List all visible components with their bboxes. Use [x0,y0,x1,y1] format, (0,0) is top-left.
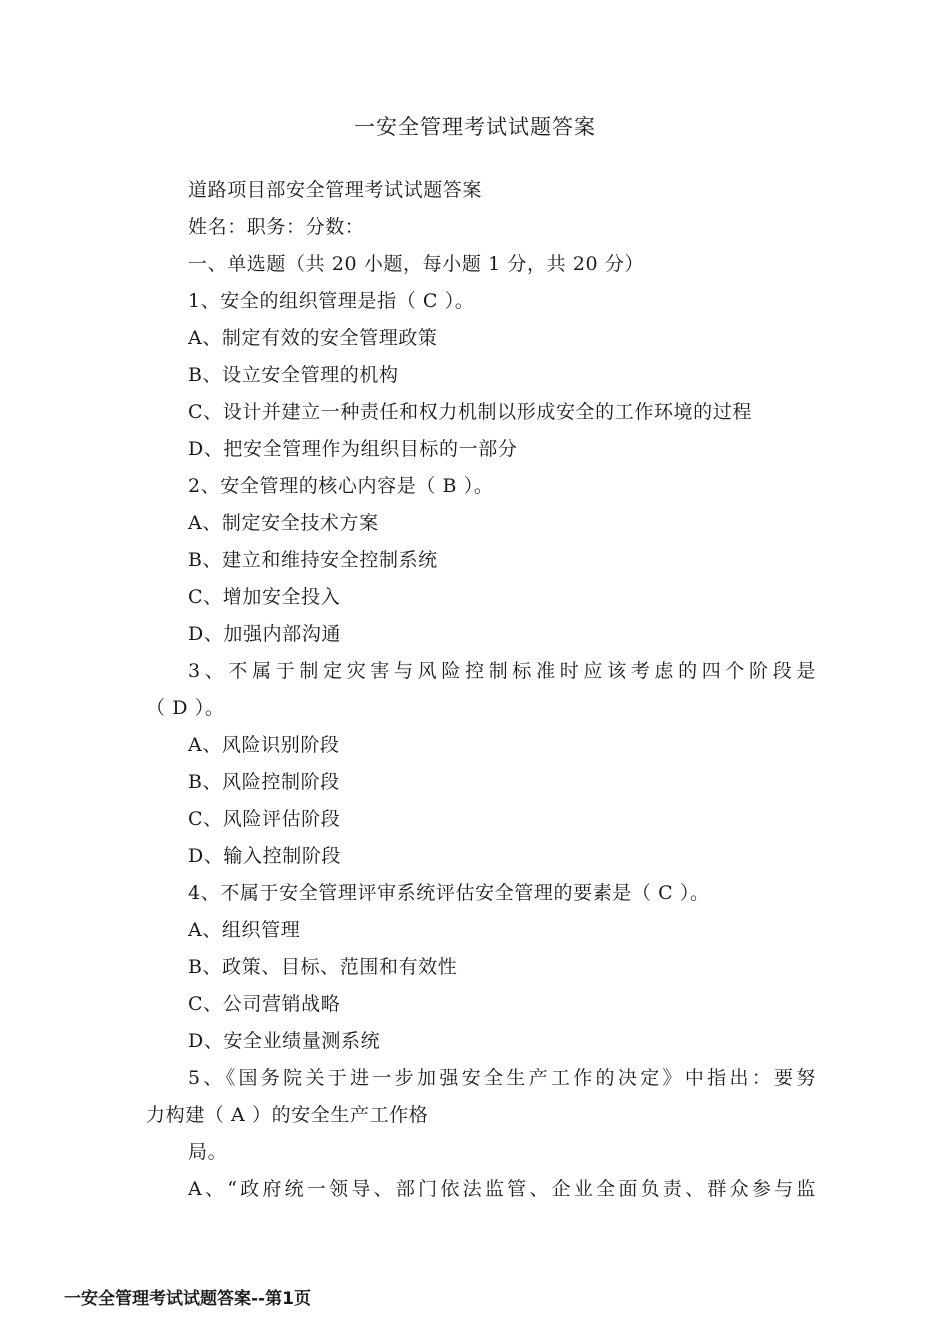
q3-option-c: C、风险评估阶段 [188,808,341,830]
q3-option-a: A、风险识别阶段 [188,734,340,756]
document-title: 一安全管理考试试题答案 [354,115,596,139]
q3-option-d: D、输入控制阶段 [188,845,342,867]
q1-option-b: B、设立安全管理的机构 [188,364,399,386]
question-1: 1、安全的组织管理是指（ C ）。 [188,290,475,312]
q5-option-a: A、“政府统一领导、部门依法监管、企业全面负责、群众参与监 [188,1178,816,1200]
q1-option-c: C、设计并建立一种责任和权力机制以形成安全的工作环境的过程 [188,401,752,423]
q1-option-a: A、制定有效的安全管理政策 [188,327,438,349]
q1-option-d: D、把安全管理作为组织目标的一部分 [188,438,518,460]
page-footer: 一安全管理考试试题答案--第1页 [64,1289,311,1309]
question-4: 4、不属于安全管理评审系统评估安全管理的要素是（ C ）。 [188,882,710,904]
question-5-continued-2: 局。 [188,1141,228,1163]
name-position-score-line: 姓名：职务：分数： [188,216,365,238]
q4-option-a: A、组织管理 [188,919,301,941]
question-3: 3、不属于制定灾害与风险控制标准时应该考虑的四个阶段是 [188,660,816,682]
question-5: 5、《国务院关于进一步加强安全生产工作的决定》中指出：要努 [188,1067,816,1089]
document-body [146,172,816,1208]
q2-option-d: D、加强内部沟通 [188,623,342,645]
question-5-continued: 力构建（ A ）的安全生产工作格 [146,1104,429,1126]
q2-option-b: B、建立和维持安全控制系统 [188,549,438,571]
q2-option-a: A、制定安全技术方案 [188,512,379,534]
q3-option-b: B、风险控制阶段 [188,771,340,793]
question-3-continued: （ D ）。 [146,697,225,719]
q4-option-c: C、公司营销战略 [188,993,341,1015]
question-2: 2、安全管理的核心内容是（ B ）。 [188,475,494,497]
q4-option-d: D、安全业绩量测系统 [188,1030,381,1052]
q4-option-b: B、政策、目标、范围和有效性 [188,956,458,978]
subtitle: 道路项目部安全管理考试试题答案 [188,179,483,201]
section-heading: 一、单选题（共 20 小题，每小题 1 分，共 20 分） [188,253,645,275]
q2-option-c: C、增加安全投入 [188,586,341,608]
